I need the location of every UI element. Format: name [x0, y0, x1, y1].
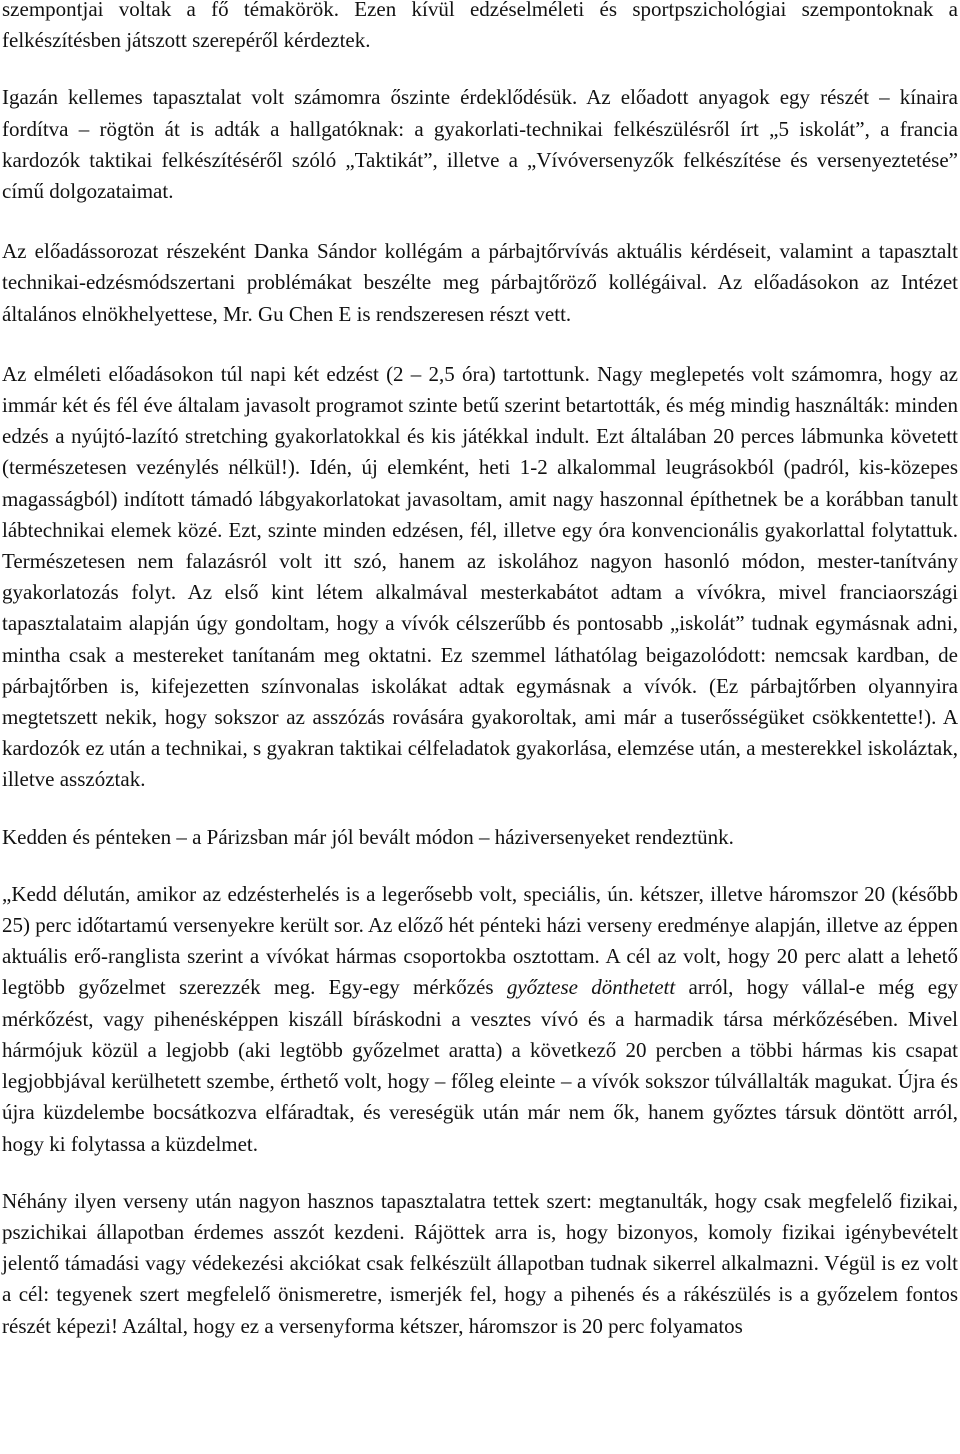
paragraph-6-italic: győztese dönthetett — [506, 975, 676, 1000]
paragraph-3: Az előadássorozat részeként Danka Sándor kollégám a párbajtőrvívás aktuális kérdéseit, valamint a tapasztalt technikai-edzésmódszertani problémákat beszélte meg párbajtőröző kollégáival. Az előadásokon az Intézet általános elnökhelyettese, Mr. Gu Chen E is rendszeresen részt vett. — [2, 239, 958, 326]
document-page — [2, 0, 958, 1371]
paragraph-5: Kedden és pénteken – a Párizsban már jól bevált módon – háziversenyeket rendeztünk. — [2, 824, 734, 849]
paragraph-6-part-1: „Kedd délután, amikor az edzésterhelés is a legerősebb volt, speciális, ún. kétszer, illetve háromszor 20 (később 25) perc időtartamú versenyekre került sor. Az előző hét pénteki házi verseny eredménye alapján, illetve az éppen aktuális erő-ranglista szerint a vívókat hármas csoportokba osztottam. A cél az volt, hogy 20 perc alatt a lehető legtöbb győzelmet szerezzék meg. Egy-egy mérkőzés — [2, 881, 958, 1000]
paragraph-4: Az elméleti előadásokon túl napi két edzést (2 – 2,5 óra) tartottunk. Nagy meglepetés volt számomra, hogy az immár két és fél éve általam javasolt programot szinte betű szerint betartották, és még mindig használták: minden edzés a nyújtó-lazító stretching gyakorlatokkal és kis játékkal indult. Ezt általában 20 perces lábmunka követett (természetesen vezénylés nélkül!). Idén, új elemként, heti 1-2 alkalommal leugrásokból (padról, kis-közepes magasságból) indított támadó lábgyakorlatokat javasoltam, amit nagy haszonnal építhetnek be a korábban tanult lábtechnikai elemek közé. Ezt, szinte minden edzésen, fél, illetve egy óra konvencionális gyakorlattal folytattuk. Természetesen nem falazásról volt itt szó, hanem az iskolához nagyon hasonló módon, mester-tanítvány gyakorlatozás folyt. Az első kint létem alkalmával mesterkabátot adtam a vívókra, mivel franciaországi tapasztalataim alapján úgy gondoltam, hogy a vívók célszerűbb és pontosabb „iskolát” tudnak egymásnak adni, mintha csak a mestereket tanítanám meg oktatni. Ez szemmel láthatólag beigazolódott: nemcsak kardban, de párbajtőrben is, kifejezetten színvonalas iskolákat adtak egymásnak a vívók. (Ez párbajtőrben olyannyira megtetszett nekik, hogy sokszor az asszózás rovására gyakoroltak, ami már a tuserősségüket csökkentette!). A kardozók ez után a technikai, s gyakran taktikai célfeladatok gyakorlása, elemzése után, a mesterekkel iskoláztak, illetve asszóztak. — [2, 361, 958, 792]
paragraph-2: Igazán kellemes tapasztalat volt számomra őszinte érdeklődésük. Az előadott anyagok egy részét – kínaira fordítva – rögtön át is adták a hallgatóknak: a gyakorlati-technikai felkészülésről írt „5 iskolát”, a francia kardozók taktikai felkészítéséről szóló „Taktikát”, illetve a „Vívóversenyzők felkészítése és versenyeztetése” című dolgozataimat. — [2, 85, 958, 204]
paragraph-6 — [2, 879, 958, 1160]
paragraph-6-part-2: arról, hogy vállal-e még egy mérkőzést, vagy pihenésképpen kiszáll bíráskodni a vesztes vívó és a harmadik társa mérkőzésében. Mivel hármójuk közül a legjobb (aki legtöbb győzelmet aratta) a következő 20 percben a többi hármas kis csapat legjobbjával kerülhetett szembe, érthető volt, hogy – főleg eleinte – a vívók sokszor túlvállalták magukat. Újra és újra küzdelembe bocsátkozva elfáradtak, és vereségük után már nem ők, hanem győztes társuk döntött arról, hogy ki folytassa a küzdelmet. — [2, 975, 959, 1156]
paragraph-7: Néhány ilyen verseny után nagyon hasznos tapasztalatra tettek szert: megtanulták, hogy csak megfelelő fizikai, pszichikai állapotban érdemes asszót kezdeni. Rájöttek arra is, hogy bizonyos, komoly fizikai igénybevételt jelentő támadási vagy védekezési akciókat csak felkészült állapotban tudnak sikerrel alkalmazni. Végül is ez volt a cél: tegyenek szert megfelelő önismeretre, ismerjék fel, hogy a pihenés és a rákészülés is a győzelem fontos részét képezi! Azáltal, hogy ez a versenyforma kétszer, háromszor is 20 perc folyamatos — [2, 1188, 958, 1338]
paragraph-1: szempontjai voltak a fő témakörök. Ezen kívül edzéselméleti és sportpszichológiai szempontoknak a felkészítésben játszott szerepéről kérdeztek. — [2, 0, 958, 53]
